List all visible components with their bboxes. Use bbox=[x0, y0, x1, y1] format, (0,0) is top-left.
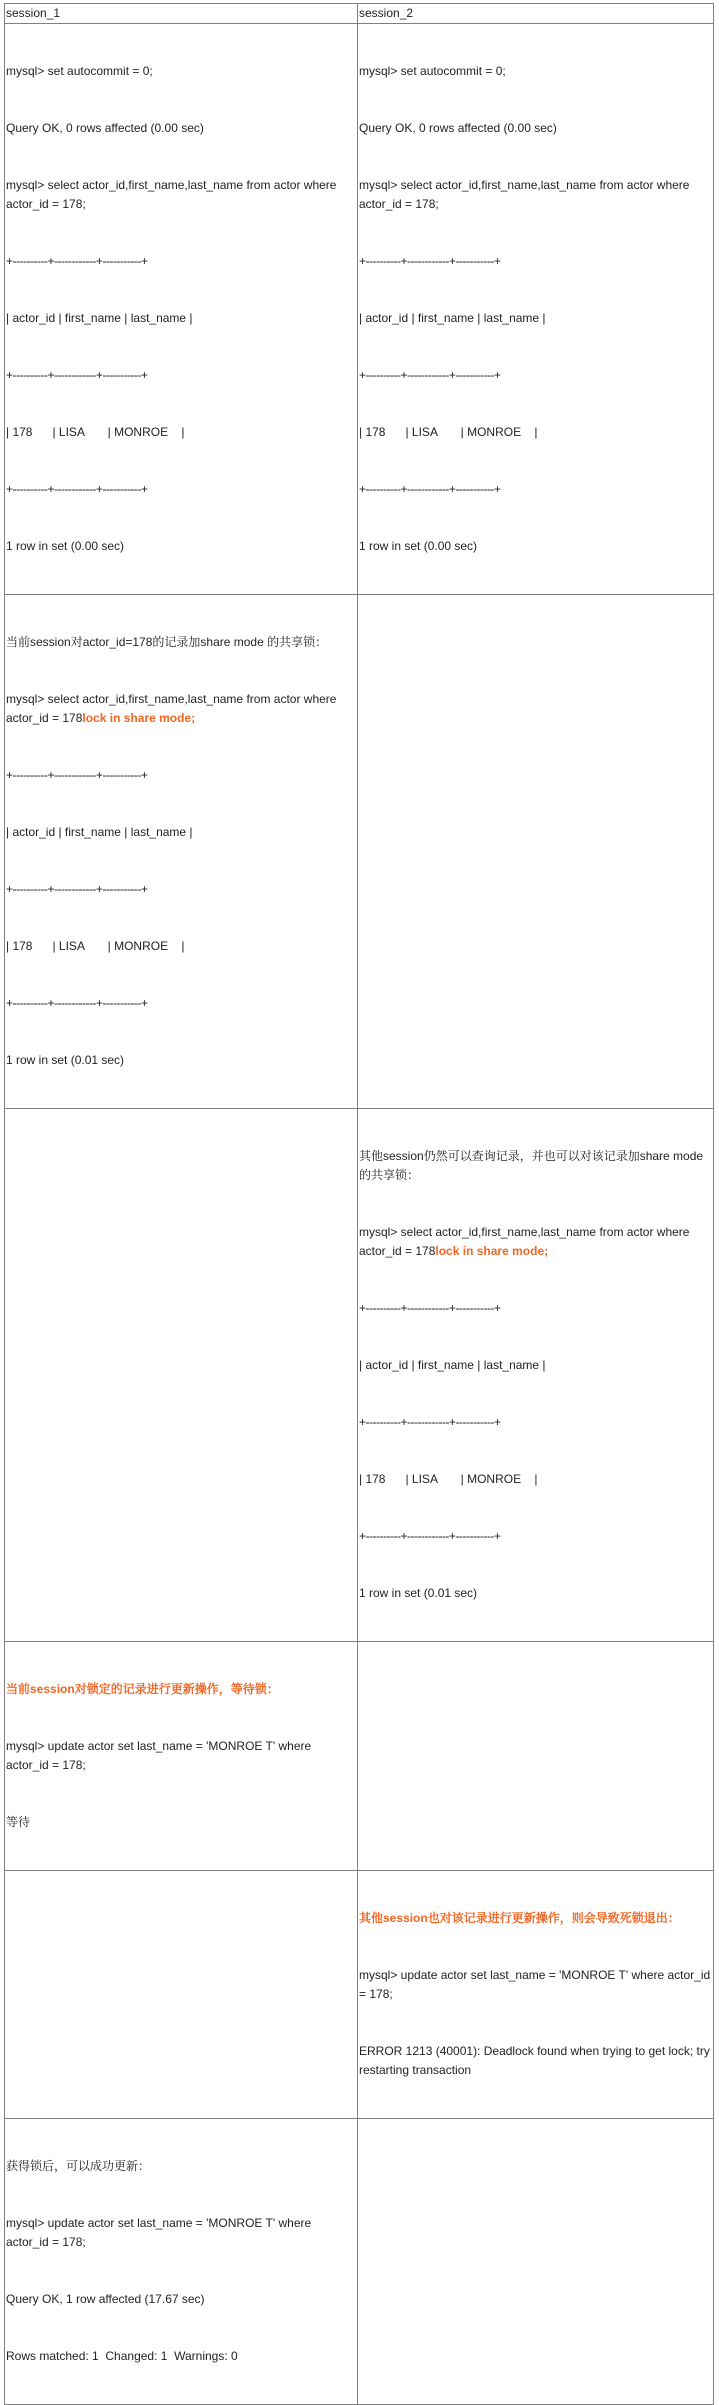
step-note: 获得锁后，可以成功更新： bbox=[6, 2159, 151, 2173]
sql-output: Query OK, 0 rows affected (0.00 sec) bbox=[359, 121, 557, 135]
header-session-2: session_2 bbox=[358, 4, 714, 24]
cell-session-1 bbox=[5, 1642, 358, 1871]
cell-session-2 bbox=[358, 1109, 714, 1642]
sql-line: mysql> select actor_id,first_name,last_name from actor where actor_id = 178; bbox=[6, 178, 340, 211]
table-border: +----------+------------+-----------+ bbox=[6, 882, 148, 896]
table-border: +----------+------------+-----------+ bbox=[6, 768, 148, 782]
cell-session-2 bbox=[358, 1871, 714, 2119]
sql-line: mysql> update actor set last_name = 'MONROE T' where actor_id = 178; bbox=[359, 1968, 714, 2001]
table-row bbox=[5, 24, 714, 595]
step-note: 当前session对锁定的记录进行更新操作，等待锁： bbox=[6, 1682, 279, 1696]
cell-session-2 bbox=[358, 595, 714, 1109]
cell-session-1 bbox=[5, 1109, 358, 1642]
result-header: | actor_id | first_name | last_name | bbox=[359, 1358, 546, 1372]
cell-session-1 bbox=[5, 2119, 358, 2405]
sql-line: mysql> set autocommit = 0; bbox=[6, 64, 153, 78]
sql-output: 1 row in set (0.01 sec) bbox=[6, 1053, 125, 1067]
step-note: 其他session也对该记录进行更新操作，则会导致死锁退出： bbox=[359, 1911, 680, 1925]
sql-output: Query OK, 1 row affected (17.67 sec) bbox=[6, 2292, 205, 2306]
status-text: 等待 bbox=[6, 1815, 31, 1829]
result-header: | actor_id | first_name | last_name | bbox=[359, 311, 546, 325]
sql-output: 1 row in set (0.01 sec) bbox=[359, 1586, 478, 1600]
result-row: | 178 | LISA | MONROE | bbox=[359, 425, 538, 439]
sql-highlight: lock in share mode; bbox=[82, 711, 196, 725]
table-border: +----------+------------+-----------+ bbox=[6, 482, 148, 496]
table-border: +----------+------------+-----------+ bbox=[6, 368, 148, 382]
table-border: +----------+------------+-----------+ bbox=[6, 996, 148, 1010]
sql-output: 1 row in set (0.00 sec) bbox=[359, 539, 478, 553]
cell-session-1 bbox=[5, 1871, 358, 2119]
sql-output: 1 row in set (0.00 sec) bbox=[6, 539, 125, 553]
table-row bbox=[5, 1109, 714, 1642]
header-session-1: session_1 bbox=[5, 4, 358, 24]
result-row: | 178 | LISA | MONROE | bbox=[359, 1472, 538, 1486]
sql-line: mysql> update actor set last_name = 'MONROE T' where actor_id = 178; bbox=[6, 1739, 315, 1772]
table-border: +----------+------------+-----------+ bbox=[6, 254, 148, 268]
table-row bbox=[5, 595, 714, 1109]
cell-session-2 bbox=[358, 24, 714, 595]
cell-session-2 bbox=[358, 1642, 714, 1871]
table-border: +----------+------------+-----------+ bbox=[359, 1529, 501, 1543]
sql-query: mysql> select actor_id,first_name,last_name from actor where actor_id = 178 bbox=[359, 1225, 693, 1258]
sql-output: Rows matched: 1 Changed: 1 Warnings: 0 bbox=[6, 2349, 238, 2363]
table-border: +----------+------------+-----------+ bbox=[359, 368, 501, 382]
table-border: +----------+------------+-----------+ bbox=[359, 1415, 501, 1429]
sql-line: mysql> select actor_id,first_name,last_name from actor where actor_id = 178; bbox=[359, 178, 693, 211]
sql-highlight: lock in share mode; bbox=[435, 1244, 549, 1258]
table-row bbox=[5, 1871, 714, 2119]
table-border: +----------+------------+-----------+ bbox=[359, 1301, 501, 1315]
sql-query: mysql> select actor_id,first_name,last_name from actor where actor_id = 178 bbox=[6, 692, 340, 725]
error-message: ERROR 1213 (40001): Deadlock found when trying to get lock; try restarting transaction bbox=[359, 2044, 714, 2077]
cell-session-2 bbox=[358, 2119, 714, 2405]
step-note: 当前session对actor_id=178的记录加share mode 的共享锁： bbox=[6, 635, 328, 649]
table-border: +----------+------------+-----------+ bbox=[359, 482, 501, 496]
result-header: | actor_id | first_name | last_name | bbox=[6, 825, 193, 839]
table-border: +----------+------------+-----------+ bbox=[359, 254, 501, 268]
cell-session-1 bbox=[5, 595, 358, 1109]
step-note: 其他session仍然可以查询记录，并也可以对该记录加share mode的共享锁： bbox=[359, 1149, 704, 1182]
sql-line bbox=[6, 690, 356, 728]
sql-line: mysql> update actor set last_name = 'MONROE T' where actor_id = 178; bbox=[6, 2216, 315, 2249]
header-row bbox=[5, 4, 714, 24]
sql-line bbox=[359, 1223, 712, 1261]
session-comparison-table bbox=[4, 3, 714, 2405]
result-row: | 178 | LISA | MONROE | bbox=[6, 425, 185, 439]
result-row: | 178 | LISA | MONROE | bbox=[6, 939, 185, 953]
table-row bbox=[5, 1642, 714, 1871]
sql-output: Query OK, 0 rows affected (0.00 sec) bbox=[6, 121, 204, 135]
result-header: | actor_id | first_name | last_name | bbox=[6, 311, 193, 325]
table-row bbox=[5, 2119, 714, 2405]
cell-session-1 bbox=[5, 24, 358, 595]
sql-line: mysql> set autocommit = 0; bbox=[359, 64, 506, 78]
